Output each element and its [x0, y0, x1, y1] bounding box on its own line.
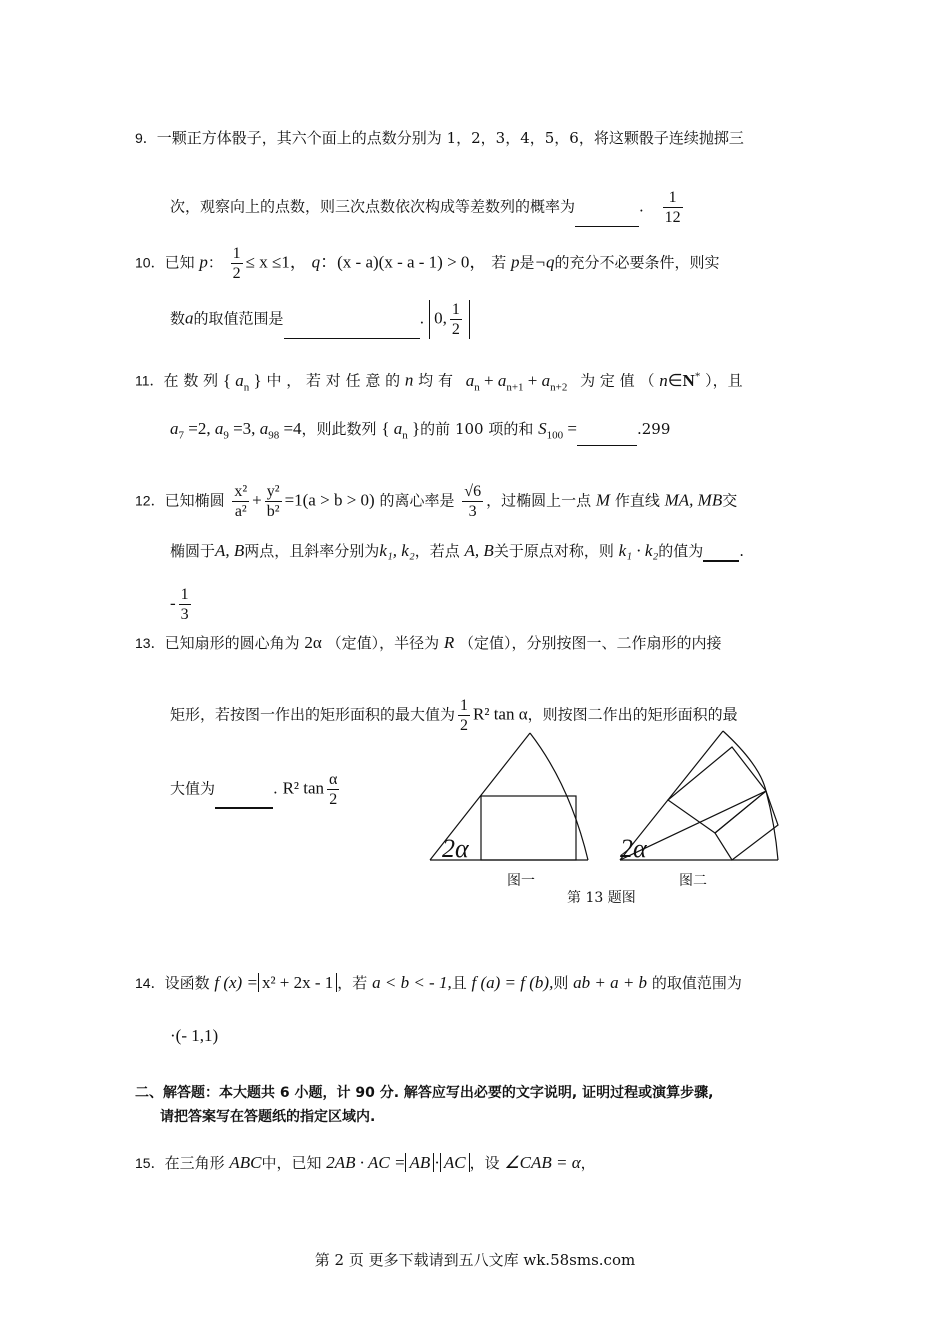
q10-line2: 数a的取值范围是 . 0, $\frac{1}{2}$	[170, 300, 470, 339]
q13-figures	[420, 725, 800, 870]
q13-line2: 矩形，若按图一作出的矩形面积的最大值为 $\frac{1}{2}$ R² tan α，则按图二作出的矩形面积的最	[170, 697, 738, 734]
q12-line2: 椭圆于A, B两点，且斜率分别为k₁, k₂，若点 A, B关于原点对称，则 k₁ · k₂的值为 .	[170, 541, 745, 560]
q13-line3: 大值为 . R² tan $\frac{\alpha}{2}$	[170, 771, 338, 808]
q14-line1: 14．设函数 f (x) = x² + 2x - 1 ，若 a < b < - 1,且 f (a) = f (b),则 ab + a + b 的取值范围为	[135, 973, 742, 992]
q9-text-1: 一颗正方体骰子，其六个面上的点数分别为 1，2，3，4，5，6，将这颗骰子连续抛掷三	[156, 129, 744, 147]
fig2-arc	[723, 731, 778, 860]
q12-number: 12．	[135, 492, 165, 509]
q11-line1: 11．在 数 列 { $a_n$ } 中 ， 若 对 任 意 的 n 均 有 $a_n + a_{n+1} + a_{n+2}$ 为 定 值 （ n∈N* ），且	[135, 370, 743, 394]
q13-blank	[215, 791, 273, 809]
q13-line1: 13．已知扇形的圆心角为 2α （定值），半径为 R （定值），分别按图一、二作扇形的内接	[135, 633, 722, 652]
q12-answer: - $\frac{1}{3}$	[170, 586, 189, 623]
fig2-rect-top	[668, 747, 766, 833]
page-footer: 第 2 页 更多下载请到五八文库 wk.58sms.com	[314, 1251, 636, 1269]
q9-text-2: 次，观察向上的点数，则三次点数依次构成等差数列的概率为	[170, 197, 576, 216]
q15-number: 15．	[135, 1155, 165, 1171]
q11-blank	[577, 429, 637, 446]
fig2-caption: 图二	[679, 873, 707, 889]
fig1-caption: 图一	[507, 873, 535, 889]
fig1-rectangle	[481, 796, 576, 860]
q10-number: 10．	[135, 254, 165, 271]
q9-number: 9．	[135, 130, 157, 146]
q9-line1	[135, 127, 744, 149]
q10-line1: 10．已知 p： $\frac{1}{2}$ ≤ x ≤1， q：(x - a)(x - a - 1) > 0， 若 p是¬q的充分不必要条件，则实	[135, 245, 720, 282]
q14-answer: ·(- 1,1)	[170, 1026, 219, 1045]
q13-answer: R² tan	[282, 778, 325, 798]
q13-number: 13．	[135, 635, 165, 651]
q9-line2: 次，观察向上的点数，则三次点数依次构成等差数列的概率为 . $\frac{1}{12}$	[170, 189, 681, 226]
fig-title: 第 13 题图	[567, 890, 636, 906]
q11-line2: $a_7 =2$, $a_9 =3$, $a_{98} =4$，则此数列 { $a_n$ }的前 100 项的和 $S_{100} = .299$	[170, 418, 670, 446]
q9-answer: $\frac{1}{12}$	[664, 189, 681, 226]
q10-blank	[284, 322, 420, 339]
q12-line1: 12．已知椭圆 $\frac{\text{x²}}{\text{a²}}$ + $\frac{\text{y²}}{\text{b²}}$ =1(a > b > 0) 的离心率是 $\frac{√6}{3}$ ，过椭圆上一点 M 作直线 MA, MB交	[135, 483, 738, 520]
q11-answer: .299	[636, 420, 671, 438]
q10-answer: 0, $\frac{1}{2}$	[429, 300, 470, 339]
fig1-angle-label: 2α	[442, 834, 469, 863]
q15-line1: 15．在三角形 ABC中，已知 2AB · AC = AB · AC ，设 ∠CAB = α，	[135, 1153, 596, 1172]
q12-blank	[703, 544, 739, 562]
section2-line2: 请把答案写在答题纸的指定区域内.	[160, 1109, 376, 1125]
q14-number: 14．	[135, 975, 165, 991]
q9-blank	[575, 210, 639, 227]
q11-number: 11．	[135, 372, 164, 389]
section2-line1: 二、解答题：本大题共 6 小题，计 90 分. 解答应写出必要的文字说明, 证明过程或演算步骤,	[135, 1085, 714, 1101]
fig2-angle-label: 2α	[620, 834, 647, 863]
